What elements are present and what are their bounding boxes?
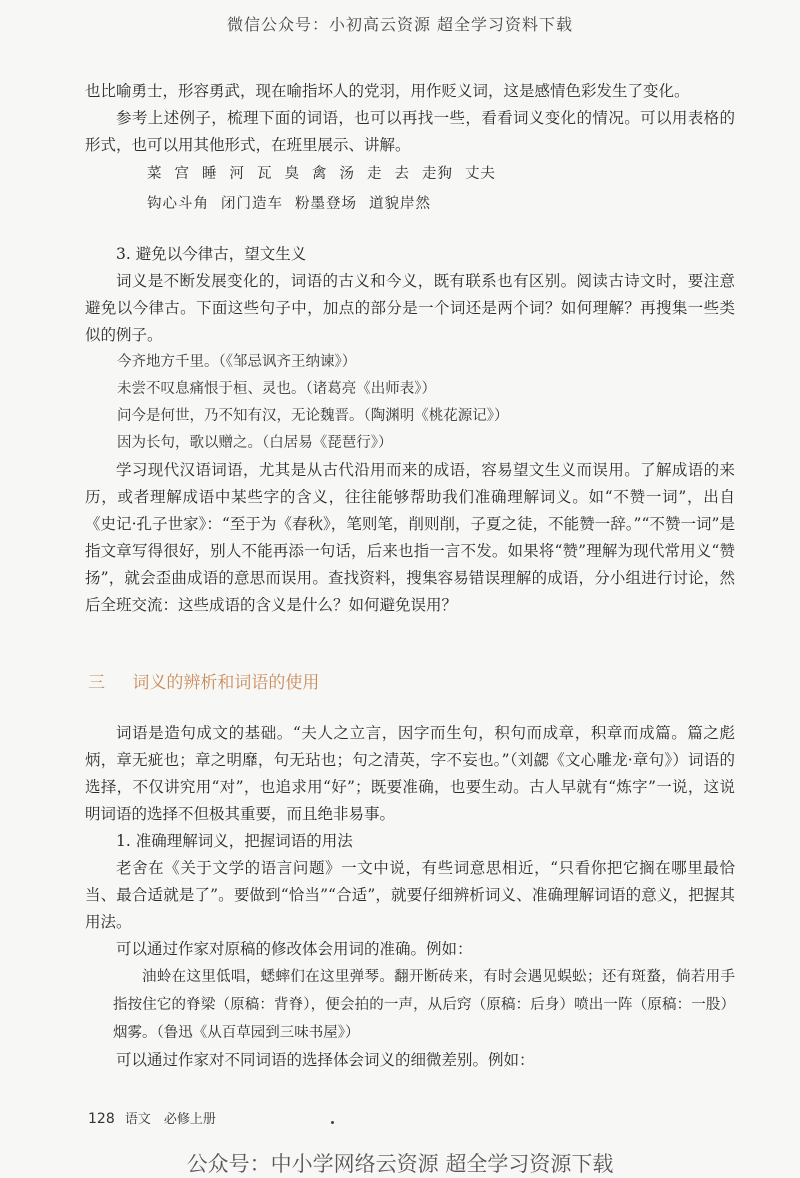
word-item: 禽 bbox=[312, 166, 328, 182]
word-item: 丈夫 bbox=[465, 166, 496, 182]
word-item: 道貌岸然 bbox=[369, 196, 431, 212]
sub-heading: 3. 避免以今律古，望文生义 bbox=[116, 245, 307, 263]
quote-line: 今齐地方千里。（《邹忌讽齐王纳谏》） bbox=[117, 354, 357, 370]
word-item: 钩心斗角 bbox=[147, 196, 209, 212]
word-item: 去 bbox=[394, 166, 410, 182]
word-item: 菜 bbox=[147, 166, 163, 182]
section-heading bbox=[88, 668, 319, 693]
bottom-watermark: 公众号：中小学网络云资源 超全学习资源下载 bbox=[186, 1152, 614, 1176]
quote-line: 未尝不叹息痛恨于桓、灵也。（诸葛亮《出师表》） bbox=[117, 381, 436, 397]
word-item: 瓦 bbox=[257, 166, 273, 182]
word-item: 汤 bbox=[339, 166, 355, 182]
paragraph: 参考上述例子，梳理下面的词语，也可以再找一些，看看词义变化的情况。可以用表格的形式，也可以用其他形式，在班里展示、讲解。 bbox=[85, 109, 735, 154]
text-block-1 bbox=[85, 78, 735, 619]
paragraph: 老舍在《关于文学的语言问题》一文中说，有些词意思相近，“只看你把它搁在哪里最恰当、最合适就是了”。要做到“恰当”“合适”，就要仔细辨析词义、准确理解词语的意义，把握其用法。 bbox=[85, 859, 735, 931]
paragraph: 词义是不断发展变化的，词语的古义和今义，既有联系也有区别。阅读古诗文时，要注意避免以今律古。下面这些句子中，加点的部分是一个词还是两个词？如何理解？再搜集一些类似的例子。 bbox=[85, 272, 735, 344]
word-item: 走狗 bbox=[422, 166, 453, 182]
section-number: 三 bbox=[88, 673, 105, 693]
word-item: 粉墨登场 bbox=[295, 196, 357, 212]
quote-line: 因为长句，歌以赠之。（白居易《琵琶行》） bbox=[117, 435, 393, 451]
word-list-row-2 bbox=[147, 189, 735, 219]
word-item: 闭门造车 bbox=[221, 196, 283, 212]
quote-line: 问今是何世，乃不知有汉，无论魏晋。（陶渊明《桃花源记》） bbox=[117, 408, 509, 424]
sub-heading: 1. 准确理解词义，把握词语的用法 bbox=[116, 832, 353, 850]
top-watermark: 微信公众号：小初高云资源 超全学习资料下载 bbox=[226, 15, 574, 34]
word-item: 宫 bbox=[174, 166, 190, 182]
example-quote: 油蛉在这里低唱，蟋蟀们在这里弹琴。翻开断砖来，有时会遇见蜈蚣；还有斑蝥，倘若用手指按住它的脊梁（原稿：背脊），便会拍的一声，从后窍（原稿：后身）喷出一阵（原稿：一股）烟雾。（鲁迅《从百草园到三味书屋》） bbox=[113, 969, 735, 1041]
paragraph: 可以通过作家对原稿的修改体会用词的准确。例如： bbox=[116, 940, 473, 958]
page-number: 128 bbox=[88, 1111, 115, 1127]
word-item: 河 bbox=[229, 166, 245, 182]
decorative-dot bbox=[331, 1121, 334, 1124]
word-item: 臭 bbox=[284, 166, 300, 182]
section-title: 词义的辨析和词语的使用 bbox=[132, 673, 320, 693]
word-item: 走 bbox=[367, 166, 383, 182]
paragraph: 也比喻勇士，形容勇武，现在喻指坏人的党羽，用作贬义词，这是感情色彩发生了变化。 bbox=[85, 82, 690, 100]
paragraph: 学习现代汉语词语，尤其是从古代沿用而来的成语，容易望文生义而误用。了解成语的来历，或者理解成语中某些字的含义，往往能够帮助我们准确理解词义。如“不赞一词”，出自《史记·孔子世家》：“至于为《春秋》，笔则笔，削则削，子夏之徒，不能赞一辞。”“不赞一词”是指文章写得很好，别人不能再添一句话，后来也指一言不发。如果将“赞”理解为现代常用义“赞扬”，就会歪曲成语的意思而误用。查找资料，搜集容易错误理解的成语，分小组进行讨论，然后全班交流：这些成语的含义是什么？如何避免误用？ bbox=[85, 461, 735, 614]
page-footer bbox=[88, 1108, 216, 1127]
book-title: 语文 必修上册 bbox=[124, 1112, 216, 1127]
word-item: 睡 bbox=[202, 166, 218, 182]
paragraph: 可以通过作家对不同词语的选择体会词义的细微差别。例如： bbox=[116, 1051, 535, 1069]
paragraph: 词语是造句成文的基础。“夫人之立言，因字而生句，积句而成章，积章而成篇。篇之彪炳，章无疵也；章之明靡，句无玷也；句之清英，字不妄也。”（刘勰《文心雕龙·章句》）词语的选择，不仅讲究用“对”，也追求用“好”；既要准确，也要生动。古人早就有“炼字”一说，这说明词语的选择不但极其重要，而且绝非易事。 bbox=[85, 724, 735, 823]
text-block-2 bbox=[85, 720, 735, 1074]
word-list-row-1 bbox=[147, 159, 735, 189]
